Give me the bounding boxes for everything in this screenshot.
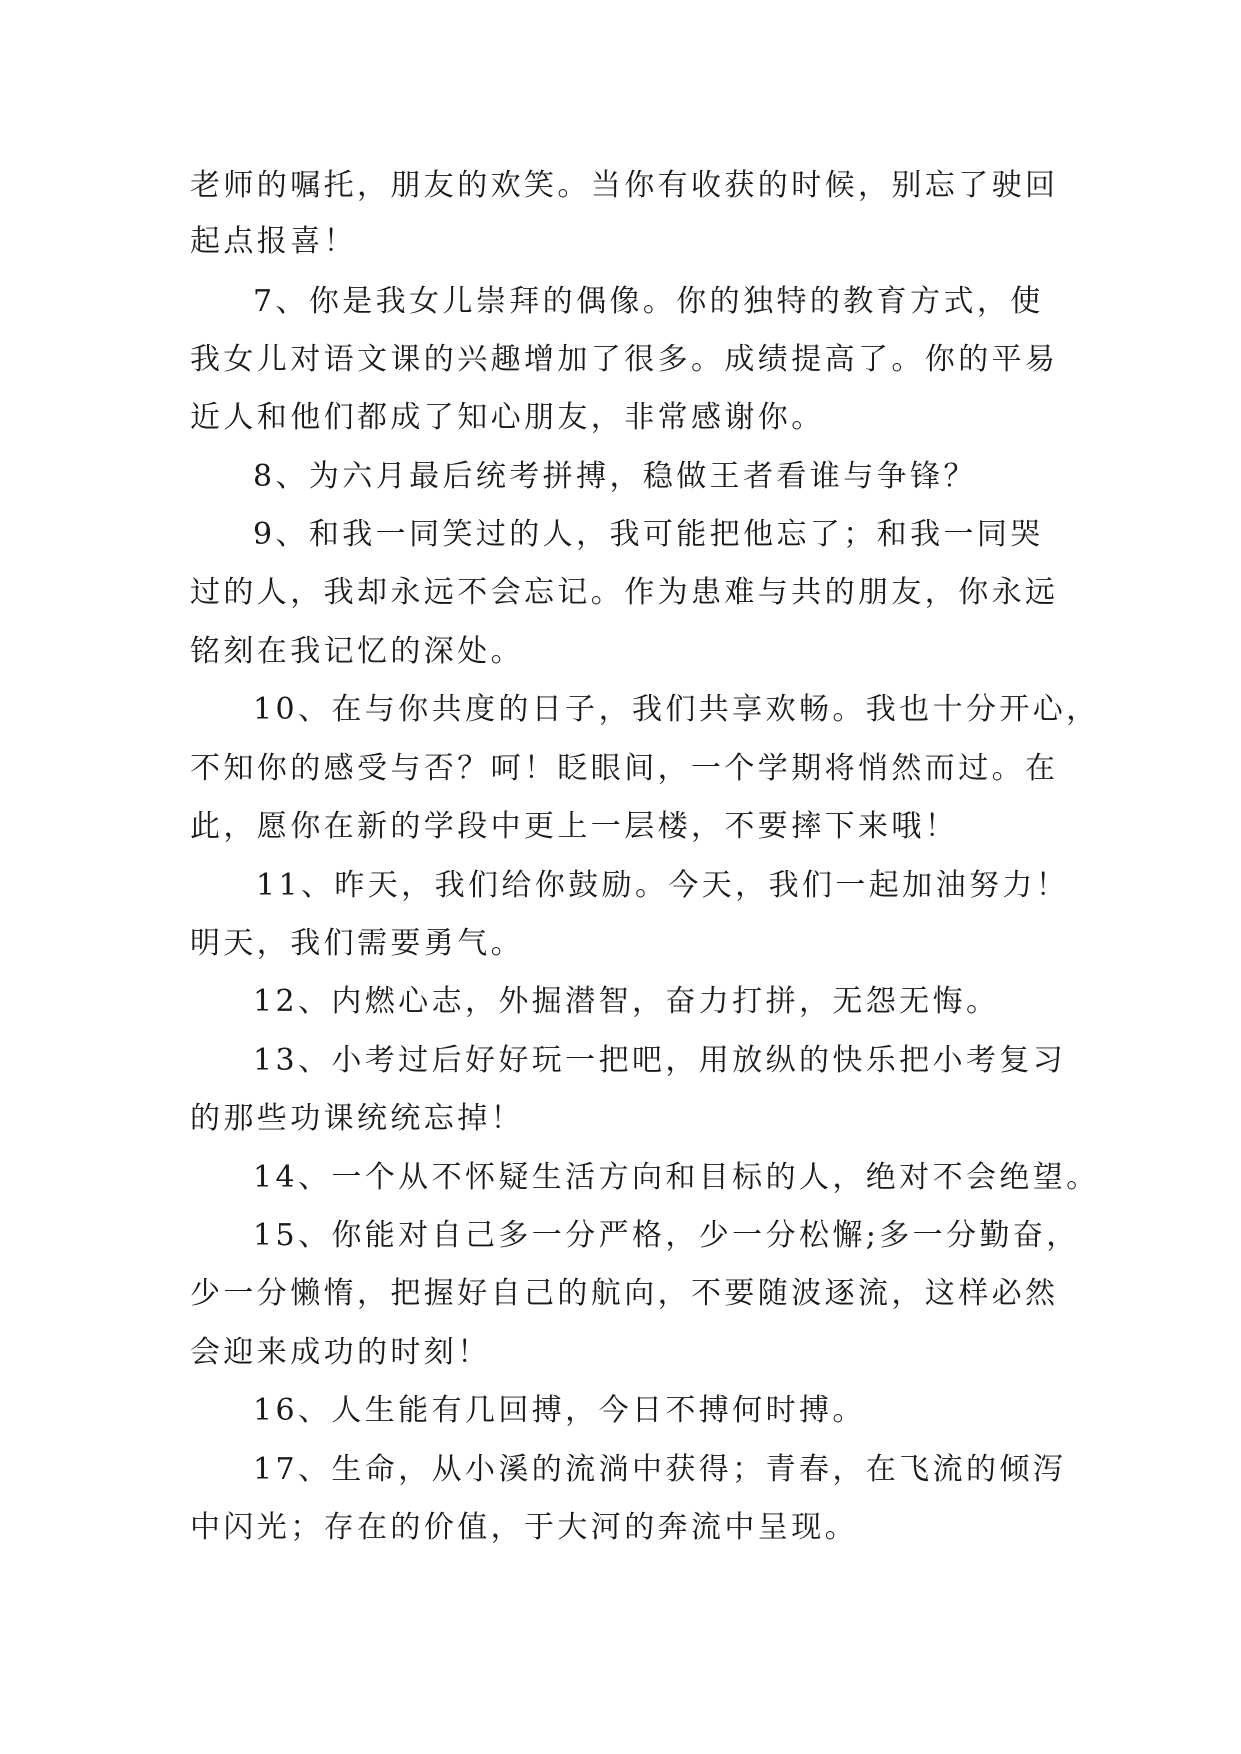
paragraph-17-line: 17、生命，从小溪的流淌中获得；青春，在飞流的倾泻 [253,1452,1067,1487]
paragraph-8-line: 8、为六月最后统考拼搏，稳做王者看谁与争锋？ [253,459,977,494]
paragraph-16-line: 16、人生能有几回搏，今日不搏何时搏。 [253,1393,866,1428]
text-line: 近人和他们都成了知心朋友，非常感谢你。 [190,400,825,435]
text-line: 我女儿对语文课的兴趣增加了很多。成绩提高了。你的平易 [190,342,1059,377]
paragraph-10-line: 10、在与你共度的日子，我们共享欢畅。我也十分开心， [253,692,1100,727]
text-line: 过的人，我却永远不会忘记。作为患难与共的朋友，你永远 [190,575,1059,610]
text-line: 会迎来成功的时刻！ [190,1335,491,1370]
paragraph-13-line: 13、小考过后好好玩一把吧，用放纵的快乐把小考复习 [253,1043,1067,1078]
text-line: 的那些功课统统忘掉！ [190,1101,524,1136]
text-line: 少一分懒惰，把握好自己的航向，不要随波逐流，这样必然 [190,1276,1059,1311]
paragraph-12-line: 12、内燃心志，外掘潜智，奋力打拼，无怨无悔。 [253,984,1000,1019]
text-line: 不知你的感受与否？呵！眨眼间，一个学期将悄然而过。在 [190,751,1059,786]
paragraph-9-line: 9、和我一同笑过的人，我可能把他忘了；和我一同哭 [253,517,1044,552]
paragraph-15-line: 15、你能对自己多一分严格，少一分松懈;多一分勤奋， [253,1218,1080,1253]
text-line: 老师的嘱托，朋友的欢笑。当你有收获的时候，别忘了驶回 [190,168,1059,203]
paragraph-11-line: 11、昨天，我们给你鼓励。今天，我们一起加油努力！ [256,868,1070,903]
paragraph-7-line: 7、你是我女儿崇拜的偶像。你的独特的教育方式，使 [253,284,1044,319]
text-line: 此，愿你在新的学段中更上一层楼，不要摔下来哦！ [190,809,959,844]
text-line: 铭刻在我记忆的深处。 [190,634,524,669]
text-line: 中闪光；存在的价值，于大河的奔流中呈现。 [190,1510,858,1545]
text-line: 起点报喜！ [190,224,357,259]
paragraph-14-line: 14、一个从不怀疑生活方向和目标的人，绝对不会绝望。 [253,1160,1100,1195]
text-line: 明天，我们需要勇气。 [190,926,524,961]
